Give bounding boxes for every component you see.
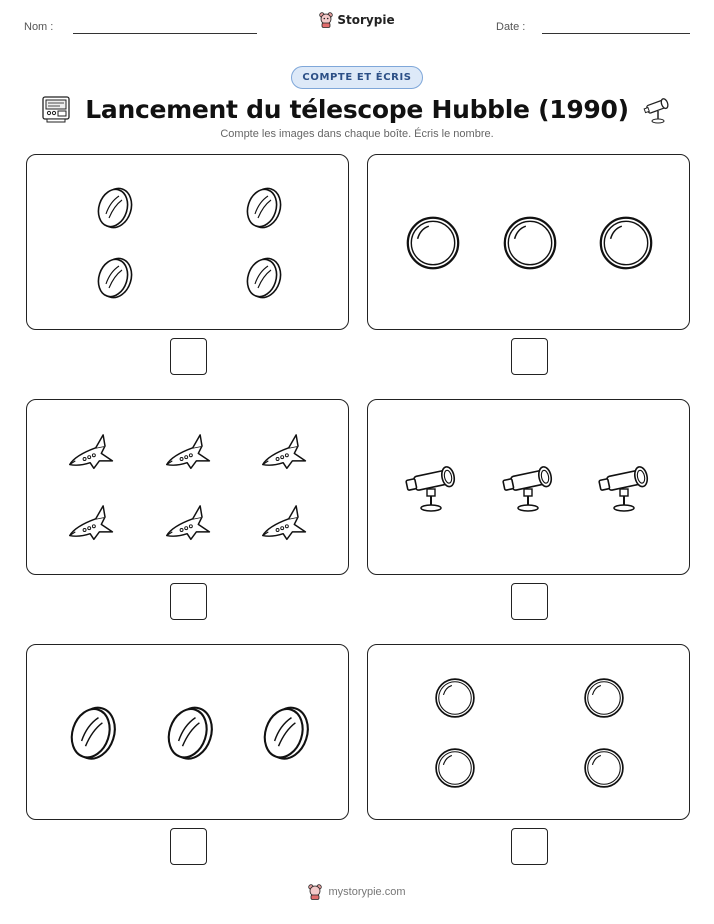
space-shuttle-icon: [66, 433, 118, 472]
space-shuttle-icon: [259, 433, 311, 472]
mirror-icon: [583, 747, 625, 789]
count-panel: [367, 399, 690, 575]
telescope-title-icon: [643, 94, 673, 124]
footer-url: mystorypie.com: [328, 886, 406, 898]
page-title: Lancement du télescope Hubble (1990): [85, 94, 629, 124]
answer-box[interactable]: [170, 828, 207, 865]
lens-icon: [66, 702, 118, 764]
count-panel: [26, 644, 349, 820]
footer: [0, 884, 714, 900]
mirror-icon: [502, 215, 558, 271]
answer-box[interactable]: [511, 583, 548, 620]
bear-logo-icon: [319, 12, 333, 28]
instructions: Compte les images dans chaque boîte. Écris le nombre.: [220, 128, 494, 140]
answer-box[interactable]: [170, 583, 207, 620]
brand-name: Storypie: [337, 13, 395, 27]
telescope-icon: [596, 463, 656, 513]
count-panel: [26, 154, 349, 330]
count-panel: [367, 154, 690, 330]
lens-icon: [94, 254, 134, 302]
lens-icon: [94, 184, 134, 232]
telescope-icon: [403, 463, 463, 513]
mirror-icon: [583, 677, 625, 719]
space-shuttle-icon: [66, 504, 118, 543]
date-field[interactable]: [542, 33, 690, 34]
answer-box[interactable]: [511, 338, 548, 375]
mirror-icon: [434, 677, 476, 719]
count-panel: [367, 644, 690, 820]
space-shuttle-icon: [259, 504, 311, 543]
bear-footer-icon: [308, 884, 322, 900]
answer-box[interactable]: [170, 338, 207, 375]
telescope-icon: [500, 463, 560, 513]
date-label: Date :: [496, 21, 526, 33]
name-label: Nom :: [24, 21, 54, 33]
mirror-icon: [434, 747, 476, 789]
brand-logo: [0, 12, 714, 28]
mirror-icon: [405, 215, 461, 271]
mirror-icon: [598, 215, 654, 271]
space-shuttle-icon: [163, 433, 215, 472]
space-shuttle-icon: [163, 504, 215, 543]
lens-icon: [243, 254, 283, 302]
lens-icon: [163, 702, 215, 764]
count-panel: [26, 399, 349, 575]
name-field[interactable]: [73, 33, 257, 34]
worksheet-badge: COMPTE ET ÉCRIS: [291, 66, 422, 89]
lens-icon: [243, 184, 283, 232]
control-panel-icon: [41, 94, 71, 124]
answer-box[interactable]: [511, 828, 548, 865]
lens-icon: [259, 702, 311, 764]
